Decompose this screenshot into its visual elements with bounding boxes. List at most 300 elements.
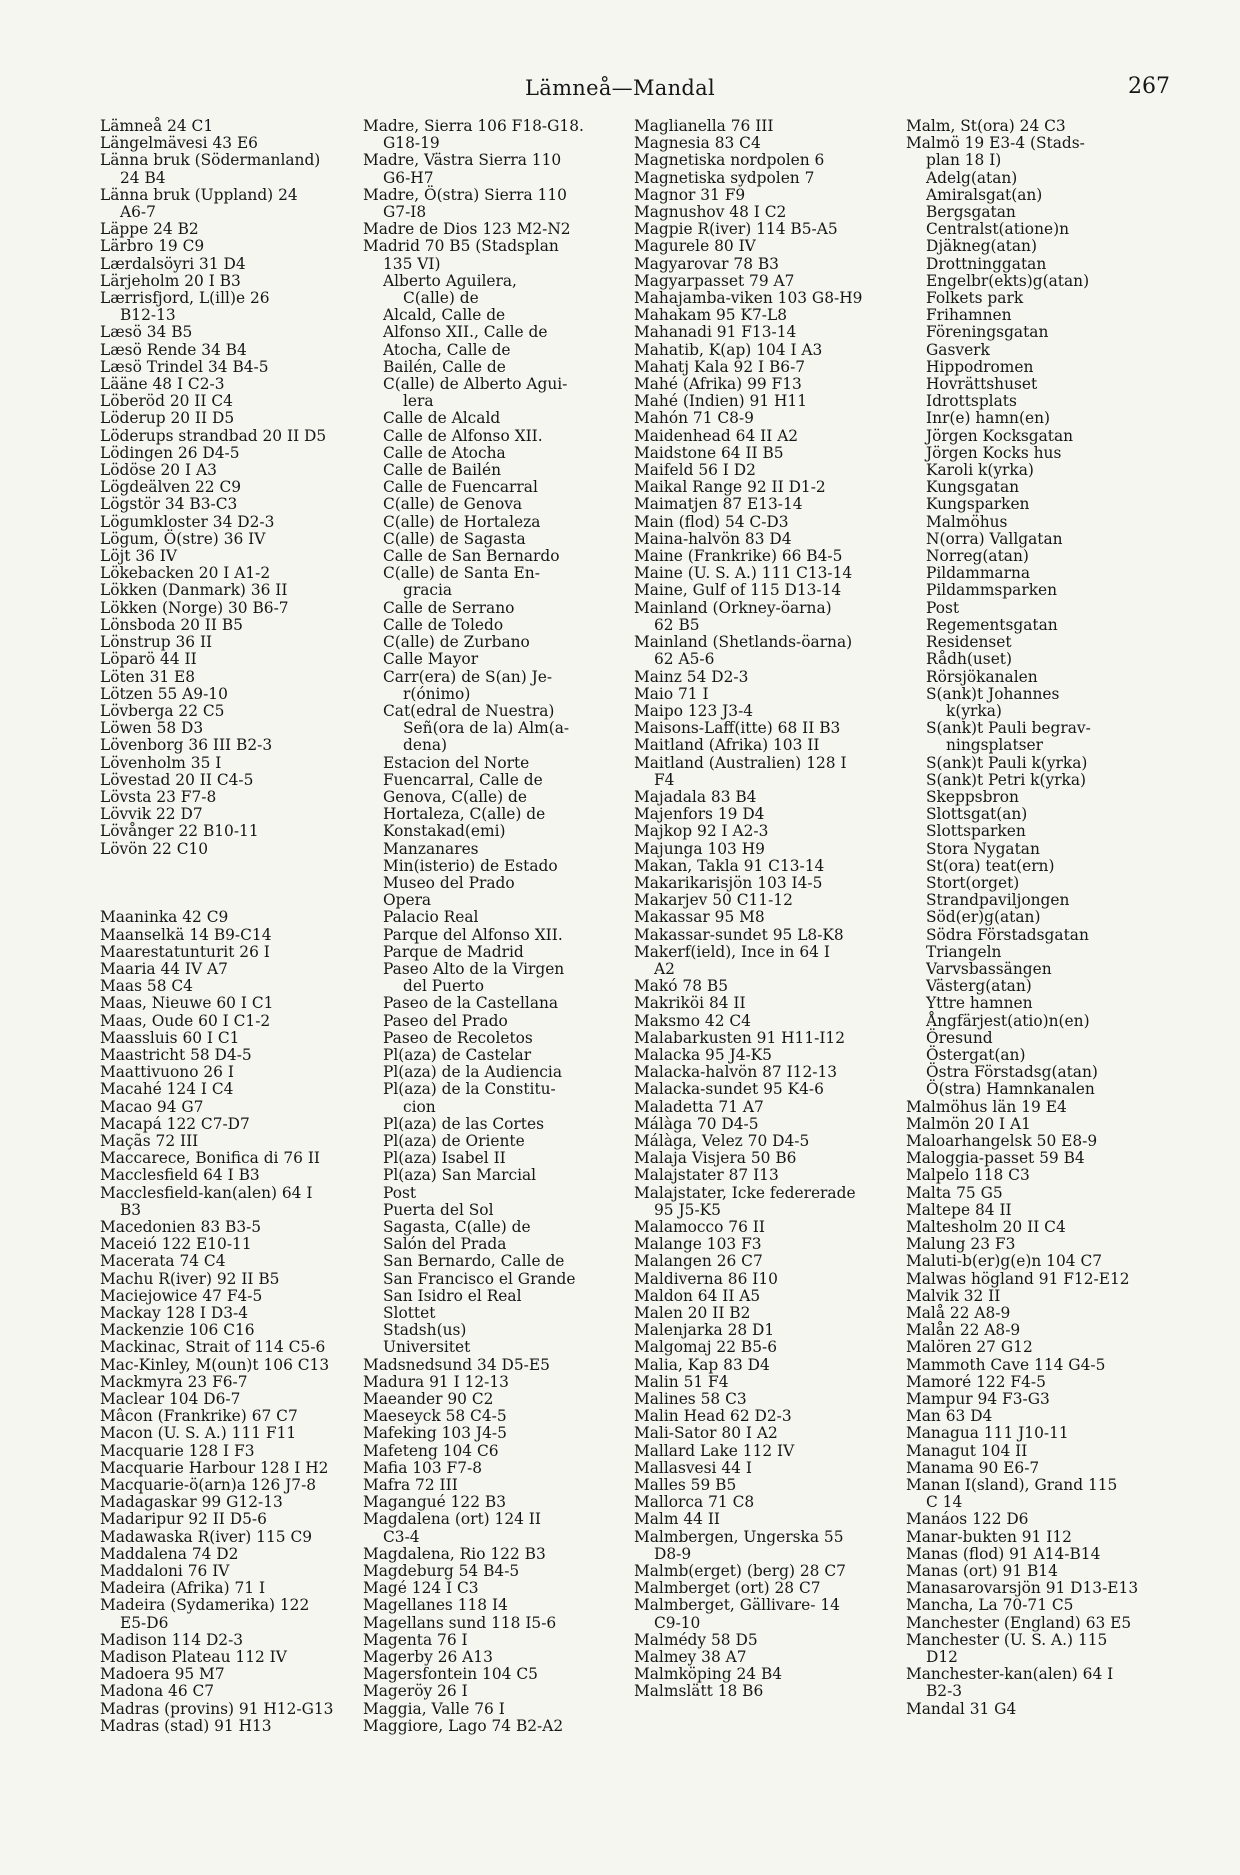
index-entry: Manar-bukten 91 I12 [906,1527,1072,1546]
index-entry: Löwen 58 D3 [100,719,204,738]
index-entry: Magdalena (ort) 124 II [363,1510,541,1529]
index-entry: Maifeld 56 I D2 [634,461,756,480]
index-entry: Maidstone 64 II B5 [634,443,784,462]
index-entry: Macclesfield-kan(alen) 64 I [100,1183,313,1202]
index-entry: Maldiverna 86 I10 [634,1269,778,1288]
index-entry: Maina-halvön 83 D4 [634,529,792,548]
index-entry: Maçãs 72 III [100,1131,199,1150]
index-entry: Malmédy 58 D5 [634,1630,758,1649]
index-entry: C3-4 [383,1527,420,1546]
index-entry: C(alle) de Zurbano [383,633,530,652]
index-entry: Manas (ort) 91 B14 [906,1562,1058,1581]
index-entry: k(yrka) [946,701,1002,720]
index-entry: Lövestad 20 II C4-5 [100,770,254,789]
index-entry: Puerta del Sol [383,1200,494,1219]
index-entry: Östergat(an) [926,1045,1026,1064]
index-entry: G18-19 [383,134,440,153]
index-entry: St(ora) teat(ern) [926,856,1055,875]
index-entry: Cat(edral de Nuestra) [383,701,555,720]
index-entry: Mafeking 103 J4-5 [363,1424,507,1443]
index-entry: Hovrättshuset [926,375,1038,394]
index-column-3 [634,118,870,1701]
index-entry: Löberöd 20 II C4 [100,392,233,411]
index-entry: Macao 94 G7 [100,1097,204,1116]
index-entry: San Bernardo, Calle de [383,1252,565,1271]
index-entry: Madona 46 C7 [100,1682,215,1701]
index-entry: Pildammsparken [926,581,1058,600]
index-entry: Jörgen Kocksgatan [926,426,1074,445]
index-entry: Maddalena 74 D2 [100,1544,239,1563]
index-entry: Malmey 38 A7 [634,1648,747,1667]
index-entry: Malacka-sundet 95 K4-6 [634,1080,824,1099]
index-entry: Opera [383,891,432,910]
index-entry: Norreg(atan) [926,547,1029,566]
section-gap [100,858,336,875]
index-entry: Calle de Alcald [383,409,501,428]
index-column-1 [100,118,336,1735]
index-entry: A2 [654,959,675,978]
index-entry: Madre, Ö(stra) Sierra 110 [363,185,567,204]
index-entry: Madura 91 I 12-13 [363,1372,509,1391]
index-entry: Calle de Atocha [383,443,506,462]
index-entry: Macquarie 128 I F3 [100,1441,255,1460]
index-entry: Malmslätt 18 B6 [634,1682,764,1701]
index-entry: G7-I8 [383,203,427,222]
index-entry: Rådh(uset) [926,650,1012,669]
index-entry: Längelmävesi 43 E6 [100,134,258,153]
index-entry: Slottet [383,1304,436,1323]
index-entry: Hippodromen [926,357,1034,376]
index-entry: Madras (stad) 91 H13 [100,1716,272,1735]
index-entry: Maassluis 60 I C1 [100,1028,240,1047]
index-entry: Östra Förstadsg(atan) [926,1063,1098,1082]
index-entry: Maksmo 42 C4 [634,1011,751,1030]
index-entry: Paseo de la Castellana [383,994,559,1013]
index-entry: Maldon 64 II A5 [634,1286,761,1305]
index-entry: Macon (U. S. A.) 111 F11 [100,1424,297,1443]
index-entry: Madeira (Afrika) 71 I [100,1579,266,1598]
index-column-2 [363,118,599,1735]
index-entry: Pl(aza) de las Cortes [383,1114,544,1133]
index-entry: Mahé (Afrika) 99 F13 [634,375,802,394]
index-entry: Magangué 122 B3 [363,1493,507,1512]
index-entry: Yttre hamnen [926,994,1033,1013]
index-entry: Makó 78 B5 [634,977,728,996]
index-entry: Pildammarna [926,564,1031,583]
index-entry: Konstakad(emi) [383,822,506,841]
index-entry: Maidenhead 64 II A2 [634,426,799,445]
index-entry: Mancha, La 70-71 C5 [906,1596,1074,1615]
index-entry: 62 B5 [654,615,700,634]
index-entry: Mackenzie 106 C16 [100,1321,255,1340]
index-entry: Mahakam 95 K7-L8 [634,306,787,325]
section-gap [100,875,336,892]
index-entry: Calle de Fuencarral [383,478,538,497]
index-entry: Manzanares [383,839,479,858]
index-entry: Lövberga 22 C5 [100,701,225,720]
index-entry: Maanselkä 14 B9-C14 [100,925,272,944]
index-entry: Centralst(atione)n [926,220,1070,239]
index-entry: del Puerto [403,977,484,996]
index-entry: Macquarie Harbour 128 I H2 [100,1458,329,1477]
index-entry: Malmberget (ort) 28 C7 [634,1579,821,1598]
index-entry: Malgomaj 22 B5-6 [634,1338,777,1357]
index-entry: Malajstater 87 I13 [634,1166,779,1185]
index-entry: Kungsparken [926,495,1030,514]
index-entry: G6-H7 [383,168,434,187]
index-entry: C(alle) de Hortaleza [383,512,541,531]
index-entry: Lögumkloster 34 D2-3 [100,512,275,531]
index-entry: Genova, C(alle) de [383,787,528,806]
index-entry: Inr(e) hamn(en) [926,409,1050,428]
index-entry: Mageröy 26 I [363,1682,468,1701]
index-entry: F4 [654,770,675,789]
index-entry: Paseo Alto de la Virgen [383,959,565,978]
index-entry: Maio 71 I [634,684,709,703]
index-entry: Maitland (Afrika) 103 II [634,736,820,755]
index-entry: Manchester (England) 63 E5 [906,1613,1132,1632]
index-entry: Söd(er)g(atan) [926,908,1041,927]
index-entry: Majkop 92 I A2-3 [634,822,769,841]
index-entry: Stort(orget) [926,873,1020,892]
index-entry: Strandpaviljongen [926,891,1070,910]
index-entry: Lönstrup 36 II [100,633,213,652]
index-entry: Mamoré 122 F4-5 [906,1372,1046,1391]
index-entry: Ö(stra) Hamnkanalen [926,1080,1095,1099]
index-entry: Mainz 54 D2-3 [634,667,749,686]
index-entry: C9-10 [654,1613,701,1632]
index-entry: Manan I(sland), Grand 115 [906,1476,1118,1495]
page-number: 267 [1128,74,1170,99]
index-entry: Lärbro 19 C9 [100,237,205,256]
index-entry: gracia [403,581,453,600]
index-entry: Lögdeälven 22 C9 [100,478,242,497]
index-entry: S(ank)t Petri k(yrka) [926,770,1087,789]
index-entry: Mafra 72 III [363,1476,458,1495]
index-entry: Makerf(ield), Ince in 64 I [634,942,830,961]
index-entry: Magurele 80 IV [634,237,756,256]
index-entry: Magnetiska sydpolen 7 [634,168,815,187]
index-entry: Gasverk [926,340,990,359]
index-entry: Mainland (Shetlands-öarna) [634,633,853,652]
index-entry: Mahón 71 C8-9 [634,409,754,428]
index-entry: Post [383,1183,417,1202]
index-entry: Salón del Prada [383,1235,507,1254]
index-entry: Maine, Gulf of 115 D13-14 [634,581,842,600]
index-entry: Malmön 20 I A1 [906,1114,1031,1133]
index-entry: S(ank)t Pauli begrav- [926,719,1091,738]
index-entry: Madsnedsund 34 D5-E5 [363,1355,550,1374]
index-entry: San Isidro el Real [383,1286,522,1305]
index-entry: Malacka-halvön 87 I12-13 [634,1063,838,1082]
index-entry: Lövön 22 C10 [100,839,209,858]
index-entry: Majadala 83 B4 [634,787,757,806]
index-entry: Magnetiska nordpolen 6 [634,151,825,170]
index-entry: Maine (U. S. A.) 111 C13-14 [634,564,853,583]
index-entry: Slottsparken [926,822,1026,841]
index-entry: Öresund [926,1028,993,1047]
index-entry: Lökken (Danmark) 36 II [100,581,288,600]
index-entry: Maine (Frankrike) 66 B4-5 [634,547,843,566]
index-entry: Lögum, Ö(stre) 36 IV [100,529,266,548]
index-entry: Löderup 20 II D5 [100,409,235,428]
index-entry: Carr(era) de S(an) Je- [383,667,553,686]
index-entry: Malmb(erget) (berg) 28 C7 [634,1562,846,1581]
index-entry: Læsö 34 B5 [100,323,193,342]
index-entry: Maas, Nieuwe 60 I C1 [100,994,274,1013]
index-entry: Managut 104 II [906,1441,1028,1460]
index-entry: Maladetta 71 A7 [634,1097,764,1116]
index-entry: Mampur 94 F3-G3 [906,1390,1050,1409]
index-entry: Lääne 48 I C2-3 [100,375,225,394]
index-entry: Atocha, Calle de [383,340,511,359]
index-entry: Hortaleza, C(alle) de [383,805,546,824]
index-entry: Lærrisfjord, L(ill)e 26 [100,289,270,308]
index-entry: Malm 44 II [634,1510,720,1529]
index-entry: Malin 51 F4 [634,1372,729,1391]
index-entry: Maitland (Australien) 128 I [634,753,847,772]
index-entry: Manas (flod) 91 A14-B14 [906,1544,1101,1563]
index-entry: Länna bruk (Södermanland) [100,151,321,170]
index-entry: Malån 22 A8-9 [906,1321,1021,1340]
index-entry: Málàga, Velez 70 D4-5 [634,1131,810,1150]
index-entry: Malmköping 24 B4 [634,1665,783,1684]
index-entry: Macapá 122 C7-D7 [100,1114,250,1133]
index-entry: Maggia, Valle 76 I [363,1699,505,1718]
index-entry: Maattivuono 26 I [100,1063,234,1082]
index-entry: D12 [926,1648,958,1667]
index-entry: Manáos 122 D6 [906,1510,1029,1529]
index-entry: A6-7 [120,203,156,222]
index-entry: Malmöhus län 19 E4 [906,1097,1067,1116]
index-entry: Paseo del Prado [383,1011,508,1030]
index-entry: Maeseyck 58 C4-5 [363,1407,507,1426]
index-entry: Länna bruk (Uppland) 24 [100,185,298,204]
index-entry: Magerby 26 A13 [363,1648,493,1667]
index-entry: Magdeburg 54 B4-5 [363,1562,520,1581]
index-entry: Malia, Kap 83 D4 [634,1355,770,1374]
index-entry: Regementsgatan [926,615,1058,634]
index-entry: Mâcon (Frankrike) 67 C7 [100,1407,298,1426]
index-entry: Malines 58 C3 [634,1390,747,1409]
index-entry: Mallasvesi 44 I [634,1458,752,1477]
index-entry: Malenjarka 28 D1 [634,1321,775,1340]
index-entry: Mafeteng 104 C6 [363,1441,499,1460]
index-entry: Madre, Västra Sierra 110 [363,151,562,170]
index-entry: Mahatib, K(ap) 104 I A3 [634,340,823,359]
index-entry: S(ank)t Johannes [926,684,1060,703]
index-entry: Lötzen 55 A9-10 [100,684,228,703]
index-entry: Malmbergen, Ungerska 55 [634,1527,844,1546]
index-entry: Malange 103 F3 [634,1235,762,1254]
index-entry: Malm, St(ora) 24 C3 [906,117,1066,135]
index-entry: Löjt 36 IV [100,547,178,566]
index-entry: Magpie R(iver) 114 B5-A5 [634,220,838,239]
index-entry: Min(isterio) de Estado [383,856,558,875]
index-entry: Lärjeholm 20 I B3 [100,271,241,290]
index-entry: Manchester-kan(alen) 64 I [906,1665,1114,1684]
index-entry: Pl(aza) de Castelar [383,1045,532,1064]
index-entry: Señ(ora de la) Alm(a- [403,719,570,738]
index-entry: Jörgen Kocks hus [926,443,1062,462]
index-entry: Bailén, Calle de [383,357,506,376]
index-entry: Magellans sund 118 I5-6 [363,1613,557,1632]
index-entry: Parque de Madrid [383,942,524,961]
index-entry: Main (flod) 54 C-D3 [634,512,789,531]
index-entry: Palacio Real [383,908,479,927]
index-entry: Makassar 95 M8 [634,908,765,927]
index-entry: Malmö 19 E3-4 (Stads- [906,134,1085,153]
index-entry: Makassar-sundet 95 L8-K8 [634,925,844,944]
index-entry: Lövånger 22 B10-11 [100,822,259,841]
index-entry: r(ónimo) [403,684,471,703]
index-entry: Manasarovarsjön 91 D13-E13 [906,1579,1139,1598]
index-entry: Madras (provins) 91 H12-G13 [100,1699,334,1718]
index-entry: 24 B4 [120,168,166,187]
index-entry: Malacka 95 J4-K5 [634,1045,772,1064]
index-entry: Lövvik 22 D7 [100,805,203,824]
index-entry: Calle de Alfonso XII. [383,426,543,445]
index-entry: Malvik 32 II [906,1286,1001,1305]
index-entry: Paseo de Recoletos [383,1028,533,1047]
index-entry: Majunga 103 H9 [634,839,765,858]
index-entry: Calle de Toledo [383,615,504,634]
index-entry: Madison Plateau 112 IV [100,1648,287,1667]
index-entry: Frihamnen [926,306,1012,325]
index-entry: Malamocco 76 II [634,1218,765,1236]
index-entry: Malmöhus [926,512,1008,531]
index-entry: Mahanadi 91 F13-14 [634,323,797,342]
index-entry: Maarestatunturit 26 I [100,942,270,961]
index-entry: Amiralsgat(an) [926,185,1043,204]
index-entry: Bergsgatan [926,203,1016,222]
index-entry: Madre de Dios 123 M2-N2 [363,220,571,239]
index-entry: Majenfors 19 D4 [634,805,765,824]
index-entry: Pl(aza) San Marcial [383,1166,537,1185]
index-entry: Macahé 124 I C4 [100,1080,234,1099]
index-entry: Mandal 31 G4 [906,1699,1017,1718]
index-entry: Lövenholm 35 I [100,753,222,772]
index-entry: Málàga 70 D4-5 [634,1114,759,1133]
index-entry: plan 18 I) [926,151,1002,170]
index-entry: Malin Head 62 D2-3 [634,1407,792,1426]
index-entry: Adelg(atan) [926,168,1018,187]
index-entry: Maloggia-passet 59 B4 [906,1149,1085,1168]
index-entry: 62 A5-6 [654,650,715,669]
index-entry: Machu R(iver) 92 II B5 [100,1269,280,1288]
index-entry: Makarikarisjön 103 I4-5 [634,873,823,892]
index-entry: Mackay 128 I D3-4 [100,1303,249,1322]
index-entry: Malören 27 G12 [906,1338,1033,1357]
index-entry: 95 J5-K5 [654,1200,721,1219]
index-entry: C(alle) de Alberto Agui- [383,375,568,394]
index-entry: C 14 [926,1493,963,1512]
index-entry: Manama 90 E6-7 [906,1458,1040,1477]
index-entry: Macerata 74 C4 [100,1252,226,1271]
index-entry: Makarjev 50 C11-12 [634,891,793,910]
index-entry: Magé 124 I C3 [363,1579,479,1598]
index-entry: Löderups strandbad 20 II D5 [100,426,327,445]
index-entry: Malajstater, Icke federerade [634,1183,856,1202]
index-entry: Malmberget, Gällivare- 14 [634,1596,840,1615]
index-entry: Calle de Bailén [383,461,501,480]
index-entry: Skeppsbron [926,787,1019,806]
index-entry: Madagaskar 99 G12-13 [100,1493,283,1512]
index-entry: Magnesia 83 C4 [634,134,761,153]
index-entry: Malen 20 II B2 [634,1304,751,1323]
index-entry: Lærdalsöyri 31 D4 [100,254,246,273]
index-entry: Lödöse 20 I A3 [100,461,217,480]
index-entry: Varvsbassängen [926,959,1052,978]
index-entry: Maciejowice 47 F4-5 [100,1286,263,1305]
index-entry: Pl(aza) de la Constitu- [383,1080,556,1099]
index-entry: Magyarpasset 79 A7 [634,271,795,290]
index-entry: Macclesfield 64 I B3 [100,1166,260,1185]
index-entry: Malles 59 B5 [634,1476,737,1495]
index-entry: Maggiore, Lago 74 B2-A2 [363,1716,564,1735]
index-entry: Mammoth Cave 114 G4-5 [906,1355,1106,1374]
index-entry: Föreningsgatan [926,323,1049,342]
index-entry: Malabarkusten 91 H11-I12 [634,1028,845,1047]
section-gap [100,892,336,909]
index-entry: Löten 31 E8 [100,667,196,686]
index-entry: Engelbr(ekts)g(atan) [926,271,1090,290]
index-entry: Maeander 90 C2 [363,1390,494,1409]
index-entry: Folkets park [926,289,1024,308]
index-entry: Madrid 70 B5 (Stadsplan [363,237,559,256]
index-entry: Maastricht 58 D4-5 [100,1045,252,1064]
index-entry: 135 VI) [383,254,441,273]
index-entry: Man 63 D4 [906,1407,993,1426]
index-entry: B12-13 [120,306,176,325]
index-entry: Madawaska R(iver) 115 C9 [100,1527,313,1546]
index-entry: Mac-Kinley, M(oun)t 106 C13 [100,1355,330,1374]
index-entry: Parque del Alfonso XII. [383,925,563,944]
index-entry: Calle Mayor [383,650,479,669]
index-entry: Mallard Lake 112 IV [634,1441,795,1460]
index-entry: Calle de Serrano [383,598,515,617]
index-entry: San Francisco el Grande [383,1269,576,1288]
index-entry: Mahajamba-viken 103 G8-H9 [634,289,863,308]
index-entry: Södra Förstadsgatan [926,925,1089,944]
index-entry: Malpelo 118 C3 [906,1166,1030,1185]
index-entry: Mali-Sator 80 I A2 [634,1424,778,1443]
index-entry: Magdalena, Rio 122 B3 [363,1544,546,1563]
index-entry: Magellanes 118 I4 [363,1596,508,1615]
index-entry: Maaria 44 IV A7 [100,959,228,978]
index-entry: E5-D6 [120,1613,169,1632]
index-entry: Löparö 44 II [100,650,197,669]
index-entry: Malta 75 G5 [906,1183,1003,1202]
index-entry: Lämneå 24 C1 [100,117,214,135]
index-entry: Pl(aza) Isabel II [383,1149,506,1168]
index-entry: Læsö Trindel 34 B4-5 [100,357,269,376]
index-entry: Makan, Takla 91 C13-14 [634,856,825,875]
index-entry: Maaninka 42 C9 [100,908,229,927]
index-entry: Macedonien 83 B3-5 [100,1217,262,1236]
index-entry: Madaripur 92 II D5-6 [100,1510,267,1529]
index-entry: Madeira (Sydamerika) 122 [100,1596,310,1615]
index-entry: Calle de San Bernardo [383,547,560,566]
index-entry: Triangeln [926,942,1002,961]
index-entry: Malaja Visjera 50 B6 [634,1149,797,1168]
index-entry: Estacion del Norte [383,753,530,772]
index-entry: B2-3 [926,1682,963,1701]
index-entry: Maccarece, Bonifica di 76 II [100,1149,320,1168]
index-entry: Ångfärjest(atio)n(en) [926,1011,1090,1030]
index-entry: Slottsgat(an) [926,805,1028,824]
index-entry: Manchester (U. S. A.) 115 [906,1630,1108,1649]
